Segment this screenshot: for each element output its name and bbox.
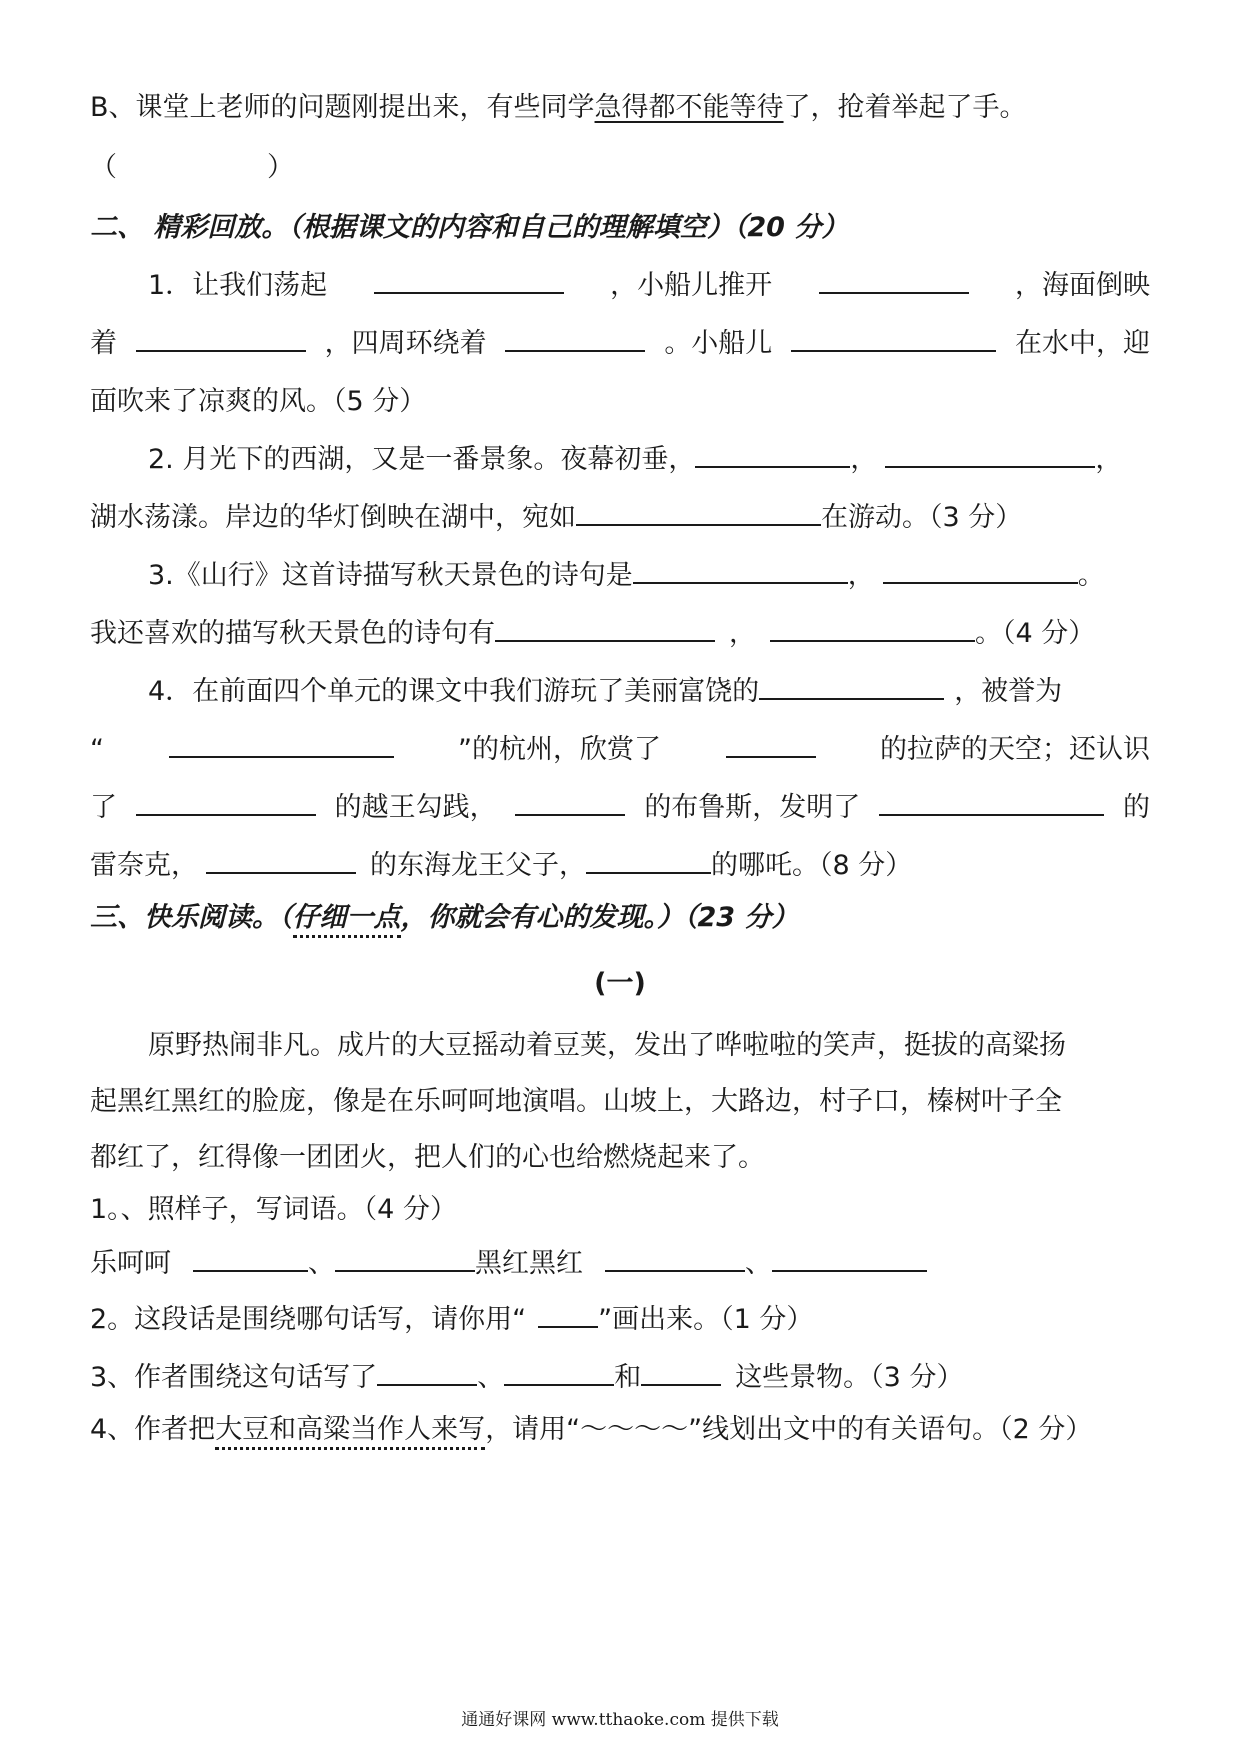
q1-text-b: ，小船儿推开 [610, 270, 773, 301]
paren-close: ） [267, 152, 294, 183]
q4-text-a: 4．在前面四个单元的课文中我们游玩了美丽富饶的 [148, 676, 760, 707]
section3-title-dotted: 仔细一点 [293, 902, 401, 938]
q2-blank-1[interactable] [695, 440, 850, 468]
q4-text-l: 的哪吒。（8 分） [711, 850, 913, 881]
s3-q3-text-c: 和 [614, 1362, 642, 1393]
section2-q1-line1 [90, 266, 1150, 306]
q4-blank-7[interactable] [206, 846, 356, 874]
section2-q4-line1 [90, 672, 1208, 712]
q1-blank-5[interactable] [791, 324, 996, 352]
q3-blank-1[interactable] [633, 556, 848, 584]
s3-q4-text-a: 4、作者把 [90, 1414, 216, 1445]
q1-sep-2: 、 [745, 1248, 772, 1279]
q1-text-g: 在水中，迎 [1014, 328, 1150, 359]
section2-q2-line1 [90, 440, 1208, 480]
q4-blank-4[interactable] [136, 788, 316, 816]
q4-text-b: ，被誉为 [954, 676, 1063, 707]
passage-line-3: 都红了，红得像一团团火，把人们的心也给燃烧起来了。 [90, 1142, 765, 1173]
passage-line-1: 原野热闹非凡。成片的大豆摇动着豆荚，发出了哗啦啦的笑声，挺拔的高粱扬 [148, 1030, 1066, 1061]
q2-text-b: ， [850, 444, 878, 475]
q3-text-c: 。 [1077, 560, 1105, 591]
q3-blank-4[interactable] [770, 614, 975, 642]
section3-q1: 1。、照样子，写词语。（4 分） [90, 1194, 457, 1225]
q4-blank-8[interactable] [586, 846, 711, 874]
q1-text-a: 1．让我们荡起 [148, 270, 328, 301]
s3-q1-blank-2[interactable] [335, 1244, 475, 1272]
q3-blank-2[interactable] [883, 556, 1078, 584]
s3-q4-text-b: ，请用“～～～～”线划出文中的有关语句。（2 分） [485, 1414, 1093, 1445]
q2-blank-2[interactable] [885, 440, 1095, 468]
answer-parentheses [90, 148, 1150, 188]
s3-q3-text-d: 这些景物。（3 分） [735, 1362, 964, 1393]
q1-text-f: 。小船儿 [664, 328, 773, 359]
q4-text-f: 了 [90, 792, 117, 823]
q4-text-g: 的越王勾践， [334, 792, 497, 823]
s3-q3-text-a: 3、作者围绕这句话写了 [90, 1362, 378, 1393]
question-b-suffix: 了，抢着举起了手。 [783, 92, 1027, 123]
section3-title-a: 三、快乐阅读。（ [90, 902, 293, 933]
paren-open: （ [90, 152, 117, 183]
section3-q2 [90, 1300, 1150, 1340]
q2-text-c: ， [1095, 444, 1123, 475]
section2-q4-line4 [90, 846, 1150, 886]
s3-q2-text-b: ”画出来。（1 分） [598, 1304, 814, 1335]
q4-text-c: “ [90, 734, 104, 765]
section2-q4-line3 [90, 788, 1150, 828]
q3-text-e: ， [729, 618, 756, 649]
s3-q3-blank-3[interactable] [641, 1358, 721, 1386]
q1-blank-4[interactable] [505, 324, 645, 352]
section2-title: 二、 精彩回放。（根据课文的内容和自己的理解填空）（20 分） [90, 212, 849, 243]
section3-q3 [90, 1358, 1150, 1398]
section3-q1-words [90, 1244, 1150, 1284]
q1-blank-3[interactable] [136, 324, 306, 352]
q1-text-e: ，四周环绕着 [324, 328, 487, 359]
q4-text-k: 的东海龙王父子， [370, 850, 586, 881]
q4-blank-3[interactable] [726, 730, 816, 758]
q2-text-e: 在游动。（3 分） [821, 502, 1023, 533]
s3-q2-text-a: 2。这段话是围绕哪句话写，请你用“ [90, 1304, 527, 1335]
q1-word-1: 乐呵呵 [90, 1248, 171, 1279]
q4-blank-1[interactable] [759, 672, 944, 700]
question-b-underlined: 急得都不能等待 [594, 92, 784, 123]
q4-text-i: 的 [1122, 792, 1150, 823]
q3-text-b: ， [847, 560, 875, 591]
question-b [90, 88, 1150, 128]
passage-subtitle: (一) [594, 968, 646, 999]
s3-q1-blank-3[interactable] [605, 1244, 745, 1272]
q1-sep-1: 、 [308, 1248, 335, 1279]
q2-text-d: 湖水荡漾。岸边的华灯倒映在湖中，宛如 [90, 502, 576, 533]
q2-blank-3[interactable] [576, 498, 821, 526]
q3-blank-3[interactable] [495, 614, 715, 642]
footer-credit: 通通好课网 www.tthaoke.com 提供下载 [461, 1710, 779, 1730]
q3-text-a: 3.《山行》这首诗描写秋天景色的诗句是 [148, 560, 633, 591]
q2-text-a: 2. 月光下的西湖，又是一番景象。夜幕初垂， [148, 444, 696, 475]
q3-text-f: 。（4 分） [975, 618, 1096, 649]
section3-title-b: ，你就会有心的发现。）（23 分） [400, 902, 799, 933]
s3-q3-text-b: 、 [477, 1362, 505, 1393]
q1-blank-1[interactable] [374, 266, 564, 294]
q4-text-h: 的布鲁斯，发明了 [644, 792, 861, 823]
s3-q4-dotted: 大豆和高粱当作人来写 [215, 1414, 485, 1450]
s3-q3-blank-2[interactable] [504, 1358, 614, 1386]
q4-text-e: 的拉萨的天空；还认识 [880, 734, 1150, 765]
passage-line-2: 起黑红黑红的脸庞，像是在乐呵呵地演唱。山坡上，大路边，村子口，榛树叶子全 [90, 1086, 1062, 1117]
section3-q4 [90, 1410, 1150, 1450]
s3-q1-blank-4[interactable] [772, 1244, 927, 1272]
q1-text-d: 着 [90, 328, 117, 359]
q1-blank-2[interactable] [819, 266, 969, 294]
s3-q3-blank-1[interactable] [377, 1358, 477, 1386]
section3-title [90, 898, 1150, 938]
q4-blank-5[interactable] [515, 788, 625, 816]
section2-q2-line2 [90, 498, 1150, 538]
s3-q2-blank[interactable] [538, 1300, 598, 1328]
q1-text-h: 面吹来了凉爽的风。（5 分） [90, 386, 427, 417]
q1-word-2: 黑红黑红 [475, 1248, 583, 1279]
q4-text-d: ”的杭州，欣赏了 [458, 734, 661, 765]
section2-q3-line1 [90, 556, 1208, 596]
q4-blank-2[interactable] [169, 730, 394, 758]
s3-q1-blank-1[interactable] [193, 1244, 308, 1272]
section2-q4-line2 [90, 730, 1150, 770]
q4-text-j: 雷奈克， [90, 850, 198, 881]
q3-text-d: 我还喜欢的描写秋天景色的诗句有 [90, 618, 495, 649]
question-b-prefix: B、课堂上老师的问题刚提出来，有些同学 [90, 92, 595, 123]
section2-q3-line2 [90, 614, 1150, 654]
q4-blank-6[interactable] [879, 788, 1104, 816]
section2-q1-line2 [90, 324, 1150, 364]
q1-text-c: ，海面倒映 [1015, 270, 1150, 301]
